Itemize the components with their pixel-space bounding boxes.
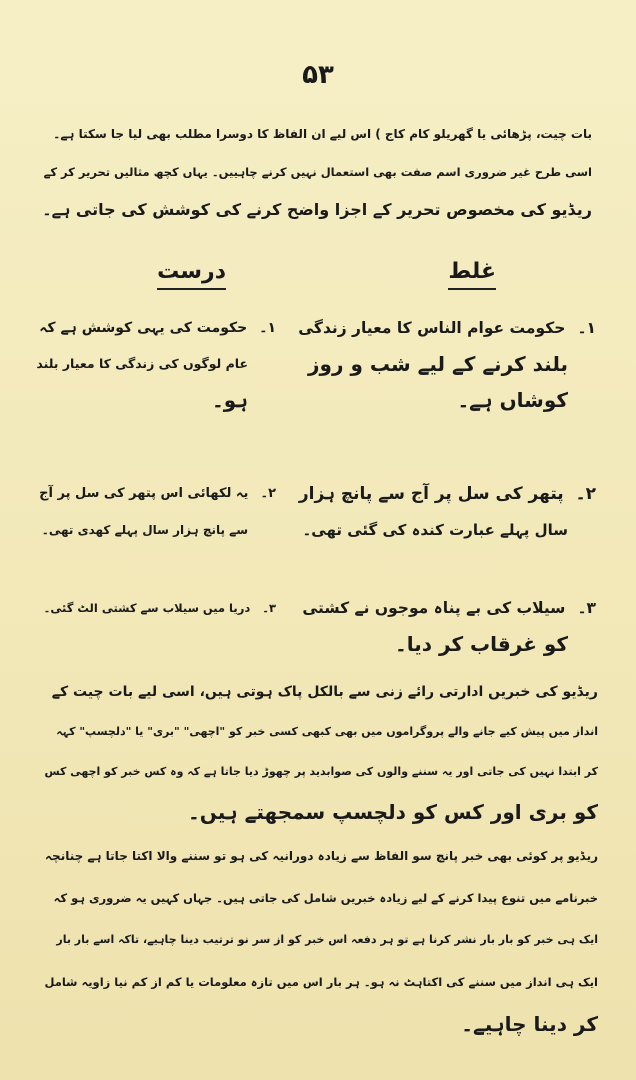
example-number: ۱۔ xyxy=(577,319,596,337)
example-3-wrong xyxy=(296,590,596,662)
right-line: ہو۔ xyxy=(212,388,248,412)
paragraph-2-line-2: خبرنامے میں تنوع پیدا کرنے کے لیے زیادہ خبریں شامل کی جاتی ہیں۔ جہاں کہیں یہ ضروری ہو کہ xyxy=(53,891,598,905)
wrong-line: کو غرقاب کر دیا۔ xyxy=(395,632,568,656)
example-3-right xyxy=(36,590,276,626)
right-line: یہ لکھائی اس پتھر کی سل پر آج xyxy=(39,486,249,501)
example-2-right xyxy=(36,476,276,548)
wrong-column-heading: غلط xyxy=(448,258,496,290)
paragraph-2-line-1: ریڈیو پر کوئی بھی خبر پانچ سو الفاظ سے زیادہ دورانیہ کی ہو تو سننے والا اکتا جاتا ہے چنانچہ xyxy=(45,849,598,863)
example-1-right xyxy=(36,310,276,418)
intro-line-2: اسی طرح غیر ضروری اسم صفت بھی استعمال نہیں کرنے چاہییں۔ یہاں کچھ مثالیں تحریر کر کے xyxy=(43,165,592,179)
right-line: سے پانچ ہزار سال پہلے کھدی تھی۔ xyxy=(41,523,248,537)
wrong-line: حکومت عوام الناس کا معیار زندگی xyxy=(298,319,566,337)
example-number: ۳۔ xyxy=(577,599,596,617)
wrong-line: کوشاں ہے۔ xyxy=(457,388,568,412)
example-2-wrong xyxy=(296,476,596,548)
example-number: ۳۔ xyxy=(262,601,276,615)
example-number: ۲۔ xyxy=(260,486,276,501)
paragraph-1-line-2: انداز میں پیش کیے جانے والے پروگراموں میں بھی کبھی کسی خبر کو "اچھی" "بری" یا "دلچسپ" کہہ xyxy=(56,725,598,738)
wrong-line: بلند کرنے کے لیے شب و روز xyxy=(308,352,568,376)
right-line: دریا میں سیلاب سے کشتی الٹ گئی۔ xyxy=(43,601,251,615)
paragraph-1-line-1: ریڈیو کی خبریں ادارتی رائے زنی سے بالکل پاک ہوتی ہیں، اسی لیے بات چیت کے xyxy=(51,684,598,700)
intro-line-1: بات چیت، پڑھائی یا گھریلو کام کاج ) اس لیے ان الفاظ کا دوسرا مطلب بھی لیا جا سکتا ہے۔ xyxy=(53,127,592,141)
paragraph-2-line-5: کر دینا چاہیے۔ xyxy=(461,1012,598,1036)
example-number: ۲۔ xyxy=(575,484,596,504)
page-number: ۵۳ xyxy=(302,60,334,90)
wrong-line: سیلاب کی بے پناہ موجوں نے کشتی xyxy=(302,599,566,617)
right-column-heading: درست xyxy=(157,258,226,290)
wrong-line: پتھر کی سل پر آج سے پانچ ہزار xyxy=(298,484,564,504)
paragraph-1-line-4: کو بری اور کس کو دلچسپ سمجھتے ہیں۔ xyxy=(188,800,598,824)
paragraph-2-line-4: ایک ہی انداز میں سننے کی اکتاہٹ نہ ہو۔ ہر بار اس میں تازہ معلومات یا کم از کم نیا زاویہ شامل xyxy=(44,975,598,989)
paragraph-2-line-3: ایک ہی خبر کو بار بار نشر کرنا ہے تو ہر دفعہ اس خبر کو از سر نو ترتیب دینا چاہیے، تاکہ اسے بار بار xyxy=(56,933,598,946)
paragraph-1-line-3: کر ابتدا نہیں کی جاتی اور یہ سننے والوں کی صوابدید پر چھوڑ دیا جاتا ہے کہ وہ کس خبر کو اچھی کس xyxy=(44,765,598,778)
wrong-line: سال پہلے عبارت کندہ کی گئی تھی۔ xyxy=(302,521,568,539)
right-line: حکومت کی یہی کوشش ہے کہ xyxy=(39,320,248,336)
example-number: ۱۔ xyxy=(259,320,276,336)
intro-line-3: ریڈیو کی مخصوص تحریر کے اجزا واضح کرنے کی کوشش کی جاتی ہے۔ xyxy=(42,200,592,219)
right-line: عام لوگوں کی زندگی کا معیار بلند xyxy=(36,356,248,371)
example-1-wrong xyxy=(296,310,596,418)
